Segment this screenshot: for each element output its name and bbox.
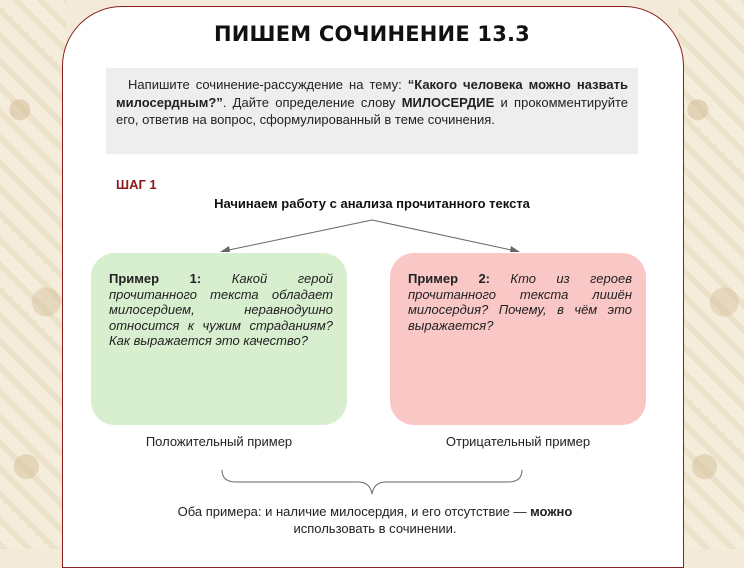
example2-label: Пример 2: <box>408 271 491 286</box>
conclusion-bold: можно <box>530 504 573 519</box>
example1-label: Пример 1: <box>109 271 202 286</box>
task-topic: “Какого человека можно назвать милосердным?” <box>116 77 628 110</box>
left-ornament-border <box>0 0 66 549</box>
task-text-part1: Напишите сочинение-рассуждение на тему: <box>128 77 408 92</box>
step-subtitle: Начинаем работу с анализа прочитанного текста <box>214 196 530 211</box>
negative-example-caption: Отрицательный пример <box>445 434 591 449</box>
conclusion-text <box>150 503 600 537</box>
positive-example-box <box>91 253 347 425</box>
task-keyword: МИЛОСЕРДИЕ <box>401 94 495 110</box>
conclusion-part2: использовать в сочинении. <box>293 521 457 536</box>
step-label: ШАГ 1 <box>116 177 157 192</box>
page-title: ПИШЕМ СОЧИНЕНИЕ 13.3 <box>214 22 530 46</box>
example2-text: Кто из героев прочитанного текста лишён милосердия? Почему, в чём это выражается? <box>408 271 632 333</box>
right-ornament-border <box>678 0 744 549</box>
example1-text: Какой герой прочитанного текста обладает милосердием, неравнодушно относится к чужим страданиям? Как выражается это качество? <box>109 271 333 348</box>
negative-example-box <box>390 253 646 425</box>
task-text-part3: и прокомментируйте его, ответив на вопрос, сформулированный в теме сочинения. <box>116 94 628 127</box>
conclusion-part1: Оба примера: и наличие милосердия, и его отсутствие — <box>177 504 531 519</box>
positive-example-caption: Положительный пример <box>145 434 293 449</box>
task-text-part2: . Дайте определение слову <box>222 94 402 110</box>
task-box <box>106 68 638 154</box>
